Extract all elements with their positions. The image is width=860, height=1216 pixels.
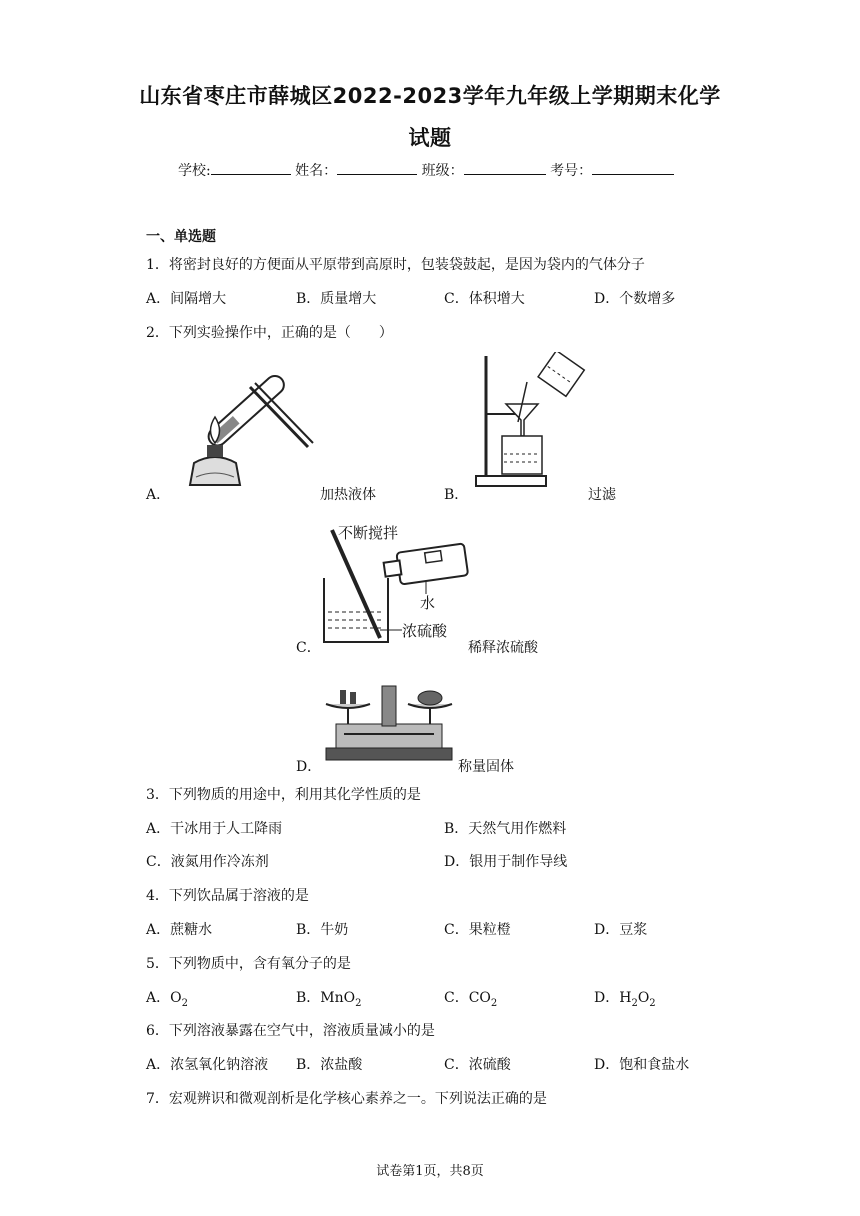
exam-title-line2: 试题 — [408, 126, 452, 150]
question-7-stem: 7．宏观辨识和微观剖析是化学核心素养之一。下列说法正确的是 — [146, 1091, 547, 1107]
question-3-stem: 3．下列物质的用途中，利用其化学性质的是 — [146, 787, 421, 803]
q3-option-b: B．天然气用作燃料 — [444, 821, 567, 837]
q3-option-d: D．银用于制作导线 — [444, 854, 568, 870]
q2-c-letter: C． — [296, 640, 321, 656]
balance-base — [326, 748, 452, 760]
funnel — [506, 404, 538, 436]
acid-bottle — [383, 543, 469, 586]
page-footer: 试卷第1页，共8页 — [376, 1164, 484, 1179]
left-pan — [326, 704, 370, 708]
q3-option-a: A．干冰用于人工降雨 — [146, 821, 283, 837]
q2-d-letter: D． — [296, 759, 322, 775]
balance-body — [336, 724, 442, 748]
class-blank — [464, 160, 546, 175]
dilution-figure — [322, 522, 472, 644]
q1-option-a: A．间隔增大 — [146, 291, 227, 307]
tube-holder — [250, 387, 308, 447]
section-heading: 一、单选题 — [146, 229, 216, 245]
school-label: 学校: — [178, 163, 211, 179]
q2-c-caption: 稀释浓硫酸 — [468, 640, 538, 656]
q4-option-d: D．豆浆 — [594, 922, 648, 938]
school-blank — [211, 160, 291, 175]
stand-base — [476, 476, 546, 486]
weight-2 — [350, 692, 356, 704]
weight-1 — [340, 690, 346, 704]
q6-option-c: C．浓硫酸 — [444, 1057, 511, 1073]
q3-option-c: C．液氮用作冷冻剂 — [146, 854, 269, 870]
q2-a-caption: 加热液体 — [320, 487, 376, 503]
q2-d-caption: 称量固体 — [458, 759, 514, 775]
balance-figure — [322, 678, 456, 762]
q2-a-letter: A． — [146, 487, 171, 503]
number-label: 考号： — [550, 163, 593, 179]
beaker — [502, 436, 542, 474]
label-acid: 浓硫酸 — [402, 622, 448, 640]
question-1-stem: 1．将密封良好的方便面从平原带到高原时，包装袋鼓起，是因为袋内的气体分子 — [146, 257, 645, 273]
name-label: 姓名： — [295, 163, 338, 179]
q4-option-a: A．蔗糖水 — [146, 922, 213, 938]
stirring-rod — [332, 530, 380, 638]
q5-option-b: B．MnO$_2$ — [296, 990, 362, 1009]
question-4-stem: 4．下列饮品属于溶液的是 — [146, 888, 309, 904]
pouring-beaker — [538, 352, 584, 396]
question-2-stem: 2．下列实验操作中，正确的是（ ） — [146, 325, 393, 341]
class-label: 班级： — [421, 163, 464, 179]
q1-option-b: B．质量增大 — [296, 291, 377, 307]
exam-title-line1: 山东省枣庄市薛城区2022-2023学年九年级上学期期末化学 — [139, 84, 721, 108]
heating-liquid-figure — [180, 355, 320, 490]
alcohol-lamp — [190, 457, 240, 485]
q6-option-a: A．浓氢氧化钠溶液 — [146, 1057, 269, 1073]
name-blank — [337, 160, 417, 175]
q1-option-d: D．个数增多 — [594, 291, 676, 307]
flame — [211, 417, 220, 443]
q2-b-letter: B． — [444, 487, 469, 503]
q2-b-caption: 过滤 — [588, 487, 616, 503]
number-blank — [592, 160, 674, 175]
label-stir: 不断搅拌 — [338, 524, 399, 542]
q6-option-b: B．浓盐酸 — [296, 1057, 363, 1073]
q6-option-d: D．饱和食盐水 — [594, 1057, 690, 1073]
question-6-stem: 6．下列溶液暴露在空气中，溶液质量减小的是 — [146, 1023, 435, 1039]
filtration-figure — [472, 352, 590, 488]
q5-option-d: D．$H_2O_2$ — [594, 990, 656, 1009]
solid-sample — [418, 691, 442, 705]
q5-option-a: A．$O_2$ — [146, 990, 188, 1009]
student-info-line — [178, 160, 674, 180]
q4-option-c: C．果粒橙 — [444, 922, 511, 938]
q4-option-b: B．牛奶 — [296, 922, 349, 938]
q1-option-c: C．体积增大 — [444, 291, 525, 307]
question-5-stem: 5．下列物质中，含有氧分子的是 — [146, 956, 351, 972]
label-water: 水 — [420, 594, 436, 612]
q5-option-c: C．$CO_2$ — [444, 990, 498, 1009]
